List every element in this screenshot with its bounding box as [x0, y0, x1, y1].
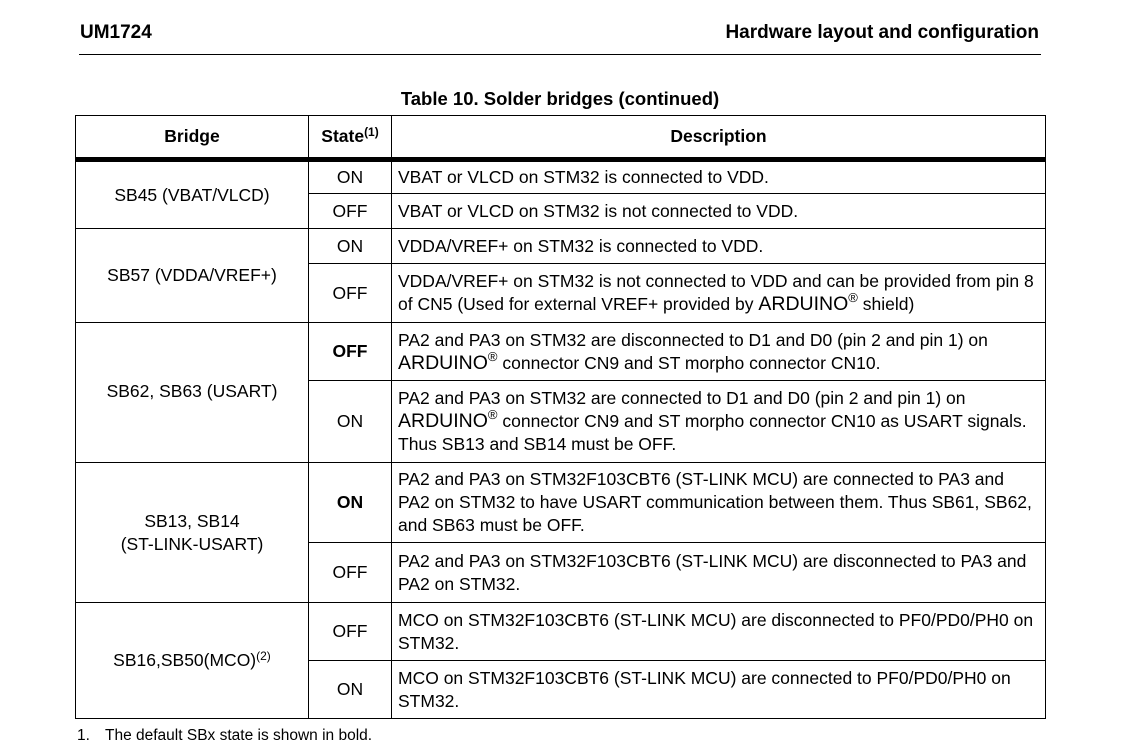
brand-name: ARDUINO	[758, 293, 849, 315]
description-text: PA2 and PA3 on STM32 are connected to D1 and D0 (pin 2 and pin 1) on	[398, 388, 966, 408]
bridge-cell	[76, 603, 309, 719]
column-label: Description	[670, 126, 767, 146]
description-cell: PA2 and PA3 on STM32F103CBT6 (ST-LINK MCU) are connected to PA3 and PA2 on STM32 to have USART communication between them. Thus SB61, SB62, and SB63 must be OFF.	[392, 463, 1046, 543]
registered-mark: ®	[487, 407, 498, 422]
description-cell	[392, 381, 1046, 463]
brand-name: ARDUINO	[398, 351, 488, 374]
description-text: shield)	[857, 294, 915, 314]
description-text: connector CN9 and ST morpho connector CN10.	[497, 352, 881, 373]
section-title: Hardware layout and configuration	[725, 22, 1039, 43]
bridge-label-line1: SB13, SB14	[144, 510, 240, 531]
description-cell	[392, 323, 1046, 381]
column-header-bridge	[76, 116, 309, 160]
bridge-label: SB16,SB50(MCO)	[113, 650, 257, 670]
description-cell: MCO on STM32F103CBT6 (ST-LINK MCU) are disconnected to PF0/PD0/PH0 on STM32.	[392, 603, 1046, 661]
bridge-cell: SB45 (VBAT/VLCD)	[76, 160, 309, 229]
description-text: PA2 and PA3 on STM32 are disconnected to D1 and D0 (pin 2 and pin 1) on	[398, 329, 988, 350]
footnote-ref[interactable]: (1)	[364, 125, 379, 139]
description-cell: PA2 and PA3 on STM32F103CBT6 (ST-LINK MCU) are disconnected to PA3 and PA2 on STM32.	[392, 543, 1046, 603]
description-cell: VBAT or VLCD on STM32 is not connected to VDD.	[392, 194, 1046, 229]
state-cell: ON	[309, 381, 392, 463]
footnote-1	[77, 727, 372, 745]
description-cell: VDDA/VREF+ on STM32 is connected to VDD.	[392, 229, 1046, 264]
footnote-text: The default SBx state is shown in bold.	[105, 727, 373, 744]
state-cell: ON	[309, 229, 392, 264]
registered-mark: ®	[487, 348, 498, 364]
description-text: connector CN9 and ST morpho connector CN10 as USART signals. Thus SB13 and SB14 must be OFF.	[398, 411, 1027, 454]
state-cell: OFF	[309, 603, 392, 661]
table-header-row	[76, 116, 1046, 160]
table-row	[76, 229, 1046, 264]
table-row	[76, 603, 1046, 661]
table-row	[76, 463, 1046, 543]
state-cell-default: OFF	[309, 323, 392, 381]
table-row	[76, 160, 1046, 194]
footnote-number: 1.	[77, 727, 90, 744]
state-cell-default: ON	[309, 463, 392, 543]
description-cell: VBAT or VLCD on STM32 is connected to VDD.	[392, 160, 1046, 194]
column-label: State	[321, 126, 365, 146]
column-header-description	[392, 116, 1046, 160]
document-id: UM1724	[80, 22, 152, 43]
description-cell	[392, 264, 1046, 323]
bridge-cell	[76, 463, 309, 603]
state-cell: ON	[309, 661, 392, 719]
state-cell: ON	[309, 160, 392, 194]
column-label: Bridge	[164, 126, 220, 146]
column-header-state	[309, 116, 392, 160]
bridge-label-line2: (ST-LINK-USART)	[120, 533, 264, 554]
state-cell: OFF	[309, 194, 392, 229]
table-row	[76, 323, 1046, 381]
bridge-cell: SB57 (VDDA/VREF+)	[76, 229, 309, 323]
state-cell: OFF	[309, 543, 392, 603]
solder-bridges-table	[75, 115, 1046, 719]
footnote-ref[interactable]: (2)	[256, 649, 271, 663]
table-caption: Table 10. Solder bridges (continued)	[400, 88, 720, 109]
header-divider	[79, 54, 1041, 55]
bridge-cell: SB62, SB63 (USART)	[76, 323, 309, 463]
brand-name: ARDUINO	[398, 410, 488, 432]
state-cell: OFF	[309, 264, 392, 323]
registered-mark: ®	[848, 290, 858, 305]
description-text: VDDA/VREF+ on STM32 is not connected to VDD and can be provided from pin 8 of CN5 (Used for external VREF+ provided by	[398, 271, 1034, 314]
description-cell: MCO on STM32F103CBT6 (ST-LINK MCU) are connected to PF0/PD0/PH0 on STM32.	[392, 661, 1046, 719]
